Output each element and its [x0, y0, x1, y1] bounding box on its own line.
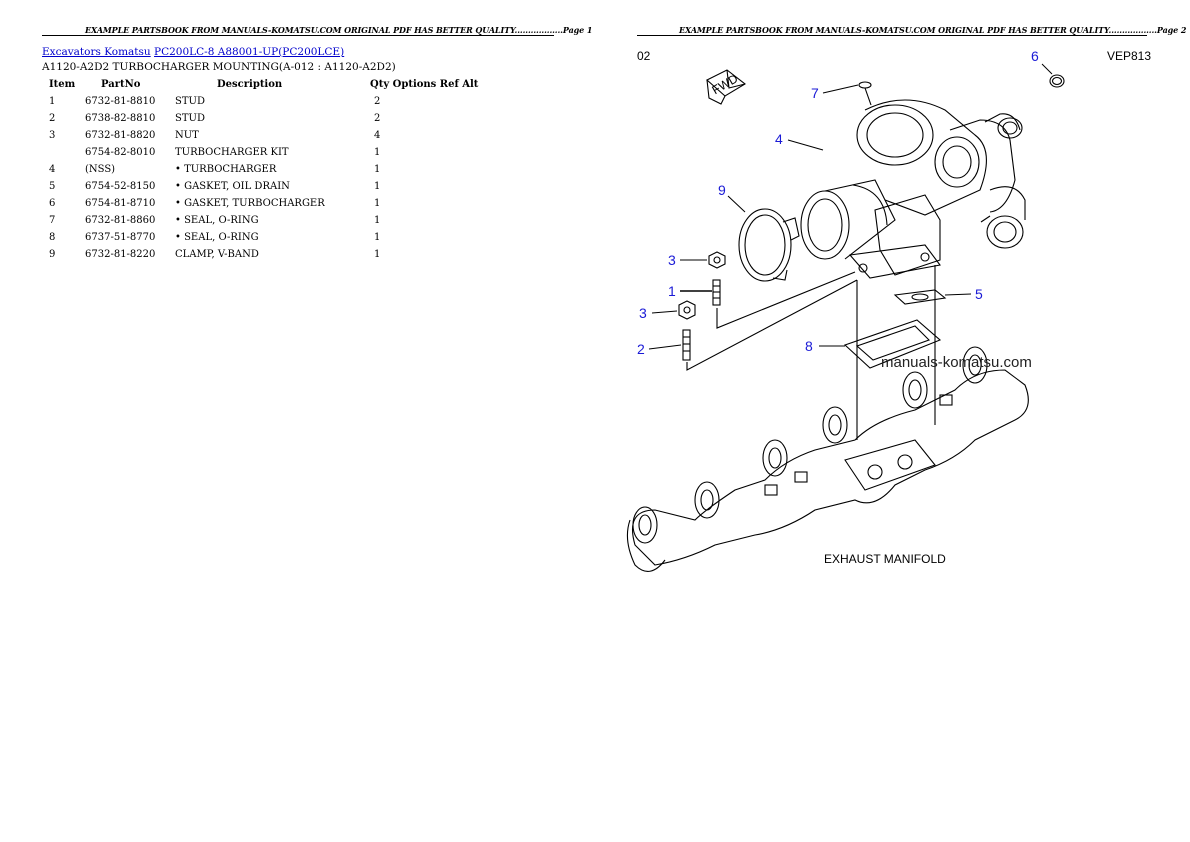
o-ring-seal-8 — [859, 82, 871, 88]
partno-cell: 6737-51-8770 — [85, 232, 156, 243]
qty-cell: 2 — [374, 113, 381, 124]
diagram-caption: EXHAUST MANIFOLD — [824, 552, 946, 566]
partno-cell: 6754-52-8150 — [85, 181, 156, 192]
item-cell: 7 — [49, 215, 56, 226]
turbocharger-body — [857, 100, 1025, 248]
exhaust-manifold — [627, 347, 1028, 571]
section-title: A1120-A2D2 TURBOCHARGER MOUNTING(A-012 : A1120-A2D2) — [42, 61, 396, 73]
table-row — [42, 161, 478, 178]
callout-2: 2 — [637, 341, 645, 357]
partno-cell: (NSS) — [85, 164, 116, 175]
qty-cell: 1 — [374, 181, 381, 192]
description-cell: • SEAL, O-RING — [175, 215, 259, 226]
description-cell: NUT — [175, 130, 199, 141]
description-cell: STUD — [175, 113, 205, 124]
qty-cell: 4 — [374, 130, 381, 141]
qty-cell: 1 — [374, 249, 381, 260]
callout-5: 5 — [975, 286, 983, 302]
oil-drain-gasket — [895, 290, 945, 304]
turbocharger-exploded-diagram — [595, 40, 1190, 600]
qty-cell: 1 — [374, 215, 381, 226]
partno-cell: 6732-81-8220 — [85, 249, 156, 260]
column-header-description: Description — [217, 79, 283, 90]
qty-cell: 1 — [374, 164, 381, 175]
compressor-inlet — [801, 180, 895, 259]
item-cell — [42, 144, 85, 161]
table-row — [42, 110, 478, 127]
description-cell: • TURBOCHARGER — [175, 164, 277, 175]
fwd-label: FWD — [709, 71, 741, 98]
qty-cell: 2 — [374, 96, 381, 107]
item-cell: 9 — [49, 249, 56, 260]
diagram-page — [595, 0, 1190, 842]
page-header: EXAMPLE PARTSBOOK FROM MANUALS-KOMATSU.COM ORIGINAL PDF HAS BETTER QUALITY..................Page 2 — [679, 25, 1187, 35]
description-cell: • GASKET, OIL DRAIN — [175, 181, 290, 192]
partno-cell: 6754-81-8710 — [85, 198, 156, 209]
table-row — [42, 127, 478, 144]
callout-4: 4 — [775, 131, 783, 147]
description-cell: • GASKET, TURBOCHARGER — [175, 198, 325, 209]
v-band-clamp — [739, 209, 799, 281]
callout-9: 9 — [718, 182, 726, 198]
watermark-text: manuals-komatsu.com — [881, 354, 1032, 371]
table-row — [42, 195, 478, 212]
item-cell: 1 — [49, 96, 56, 107]
item-cell: 5 — [49, 181, 56, 192]
qty-cell: 1 — [374, 198, 381, 209]
description-cell: CLAMP, V-BAND — [175, 249, 259, 260]
partno-cell: 6732-81-8860 — [85, 215, 156, 226]
table-row — [42, 178, 478, 195]
breadcrumb — [42, 46, 344, 58]
partno-cell: 6732-81-8810 — [85, 96, 156, 107]
item-cell: 8 — [49, 232, 56, 243]
table-row — [42, 229, 478, 246]
column-header-item: Item — [49, 79, 76, 90]
callout-7: 6 — [1031, 48, 1039, 64]
partno-cell: 6754-82-8010 — [85, 147, 156, 158]
turbine-flange — [850, 195, 940, 278]
partno-cell: 6738-82-8810 — [85, 113, 156, 124]
breadcrumb-link-category[interactable]: Excavators Komatsu — [42, 46, 151, 58]
drawing-code: VEP813 — [1107, 49, 1152, 63]
qty-cell: 1 — [374, 147, 381, 158]
item-cell: 4 — [49, 164, 56, 175]
table-row — [42, 93, 478, 110]
callout-3-lower: 3 — [639, 305, 647, 321]
corner-code: 02 — [637, 49, 651, 63]
header-rule — [42, 35, 554, 36]
qty-cell: 1 — [374, 232, 381, 243]
page-header: EXAMPLE PARTSBOOK FROM MANUALS-KOMATSU.COM ORIGINAL PDF HAS BETTER QUALITY..................Page 1 — [85, 25, 593, 35]
stud-1 — [713, 280, 720, 305]
hex-nut-upper — [709, 252, 725, 268]
callout-1: 1 — [668, 283, 676, 299]
table-header-row — [42, 76, 478, 93]
callout-8: 7 — [811, 85, 819, 101]
hex-nut-lower — [679, 301, 695, 319]
callout-3-upper: 3 — [668, 252, 676, 268]
column-header-qty-options: Qty Options Ref Alt — [370, 79, 479, 90]
description-cell: STUD — [175, 96, 205, 107]
table-row — [42, 212, 478, 229]
callout-6: 8 — [805, 338, 813, 354]
stud-2 — [683, 330, 690, 360]
breadcrumb-link-model[interactable]: PC200LC-8 A88001-UP(PC200LCE) — [154, 46, 345, 58]
header-rule — [637, 35, 1147, 36]
table-row — [42, 246, 478, 263]
description-cell: TURBOCHARGER KIT — [175, 147, 289, 158]
column-header-partno: PartNo — [101, 79, 141, 90]
partno-cell: 6732-81-8820 — [85, 130, 156, 141]
item-cell: 6 — [49, 198, 56, 209]
item-cell: 2 — [49, 113, 56, 124]
parts-table — [42, 76, 478, 263]
item-cell: 3 — [49, 130, 56, 141]
description-cell: • SEAL, O-RING — [175, 232, 259, 243]
table-row — [42, 144, 478, 161]
